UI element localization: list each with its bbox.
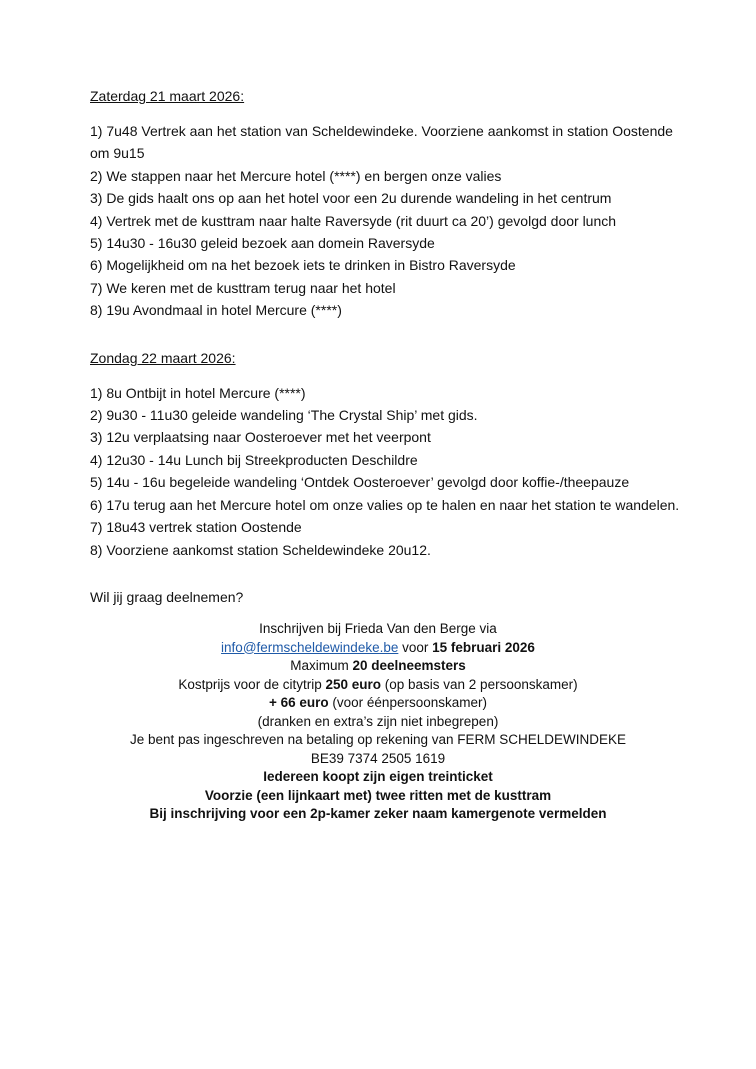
list-item: 1) 7u48 Vertrek aan het station van Scheldewindeke. Voorziene aankomst in station Oostende om 9u15 xyxy=(90,123,673,162)
day1-program-list xyxy=(90,120,690,322)
iban: BE39 7374 2505 1619 xyxy=(310,750,446,766)
list-item: 8) Voorziene aankomst station Scheldewindeke 20u12. xyxy=(90,541,431,558)
deadline-prefix: voor xyxy=(398,639,433,655)
list-item: 2) We stappen naar het Mercure hotel (****) en bergen onze valies xyxy=(90,167,502,184)
tram-note xyxy=(0,787,756,806)
single-room-line xyxy=(0,694,756,713)
drinks-note: (dranken en extra’s zijn niet inbegrepen) xyxy=(257,713,499,729)
max-value: 20 deelneemsters xyxy=(352,658,466,673)
ticket-note xyxy=(0,768,756,787)
day2-program-list xyxy=(90,382,690,561)
cost-prefix: Kostprijs voor de citytrip xyxy=(178,676,326,692)
list-item: 6) 17u terug aan het Mercure hotel om onze valies op te halen en naar het station te wandelen. xyxy=(90,496,680,513)
list-item: 4) 12u30 - 14u Lunch bij Streekproducten Deschildre xyxy=(90,451,418,468)
list-item: 3) 12u verplaatsing naar Oosteroever met het veerpont xyxy=(90,429,431,446)
day1-heading: Zaterdag 21 maart 2026: xyxy=(90,88,245,104)
registration-info xyxy=(0,620,756,824)
list-item: 3) De gids haalt ons op aan het hotel voor een 2u durende wandeling in het centrum xyxy=(90,190,612,207)
max-prefix: Maximum xyxy=(290,658,353,673)
participation-question: Wil jij graag deelnemen? xyxy=(90,588,244,605)
cost-line xyxy=(0,676,756,695)
document-body xyxy=(90,86,690,619)
deadline: 15 februari 2026 xyxy=(432,639,535,655)
list-item: 1) 8u Ontbijt in hotel Mercure (****) xyxy=(90,384,306,401)
list-item: 5) 14u30 - 16u30 geleid bezoek aan domein Raversyde xyxy=(90,235,435,252)
list-item: 6) Mogelijkheid om na het bezoek iets te drinken in Bistro Raversyde xyxy=(90,257,516,274)
email-deadline-line xyxy=(0,639,756,658)
day2-heading: Zondag 22 maart 2026: xyxy=(90,349,236,366)
list-item: 5) 14u - 16u begeleide wandeling ‘Ontdek Oosteroever’ gevolgd door koffie-/theepauze xyxy=(90,474,630,491)
single-suffix: (voor éénpersoonskamer) xyxy=(328,695,487,710)
roommate-note xyxy=(0,805,756,824)
register-line: Inschrijven bij Frieda Van den Berge via xyxy=(259,621,497,636)
single-value: + 66 euro xyxy=(269,695,329,710)
list-item: 7) We keren met de kusttram terug naar het hotel xyxy=(90,279,396,296)
email-link[interactable]: info@fermscheldewindeke.be xyxy=(221,639,399,655)
cost-value: 250 euro xyxy=(325,676,381,692)
cost-suffix: (op basis van 2 persoonskamer) xyxy=(381,676,578,692)
max-participants-line xyxy=(0,657,756,676)
payment-note: Je bent pas ingeschreven na betaling op rekening van FERM SCHELDEWINDEKE xyxy=(130,732,626,747)
ticket-note-text: Iedereen koopt zijn eigen treinticket xyxy=(263,769,493,784)
roommate-note-text: Bij inschrijving voor een 2p-kamer zeker naam kamergenote vermelden xyxy=(149,806,607,821)
list-item: 7) 18u43 vertrek station Oostende xyxy=(90,519,302,536)
list-item: 2) 9u30 - 11u30 geleide wandeling ‘The Crystal Ship’ met gids. xyxy=(90,407,478,424)
list-item: 4) Vertrek met de kusttram naar halte Raversyde (rit duurt ca 20’) gevolgd door lunch xyxy=(90,212,617,229)
tram-note-text: Voorzie (een lijnkaart met) twee ritten met de kusttram xyxy=(204,787,552,803)
list-item: 8) 19u Avondmaal in hotel Mercure (****) xyxy=(90,302,342,319)
